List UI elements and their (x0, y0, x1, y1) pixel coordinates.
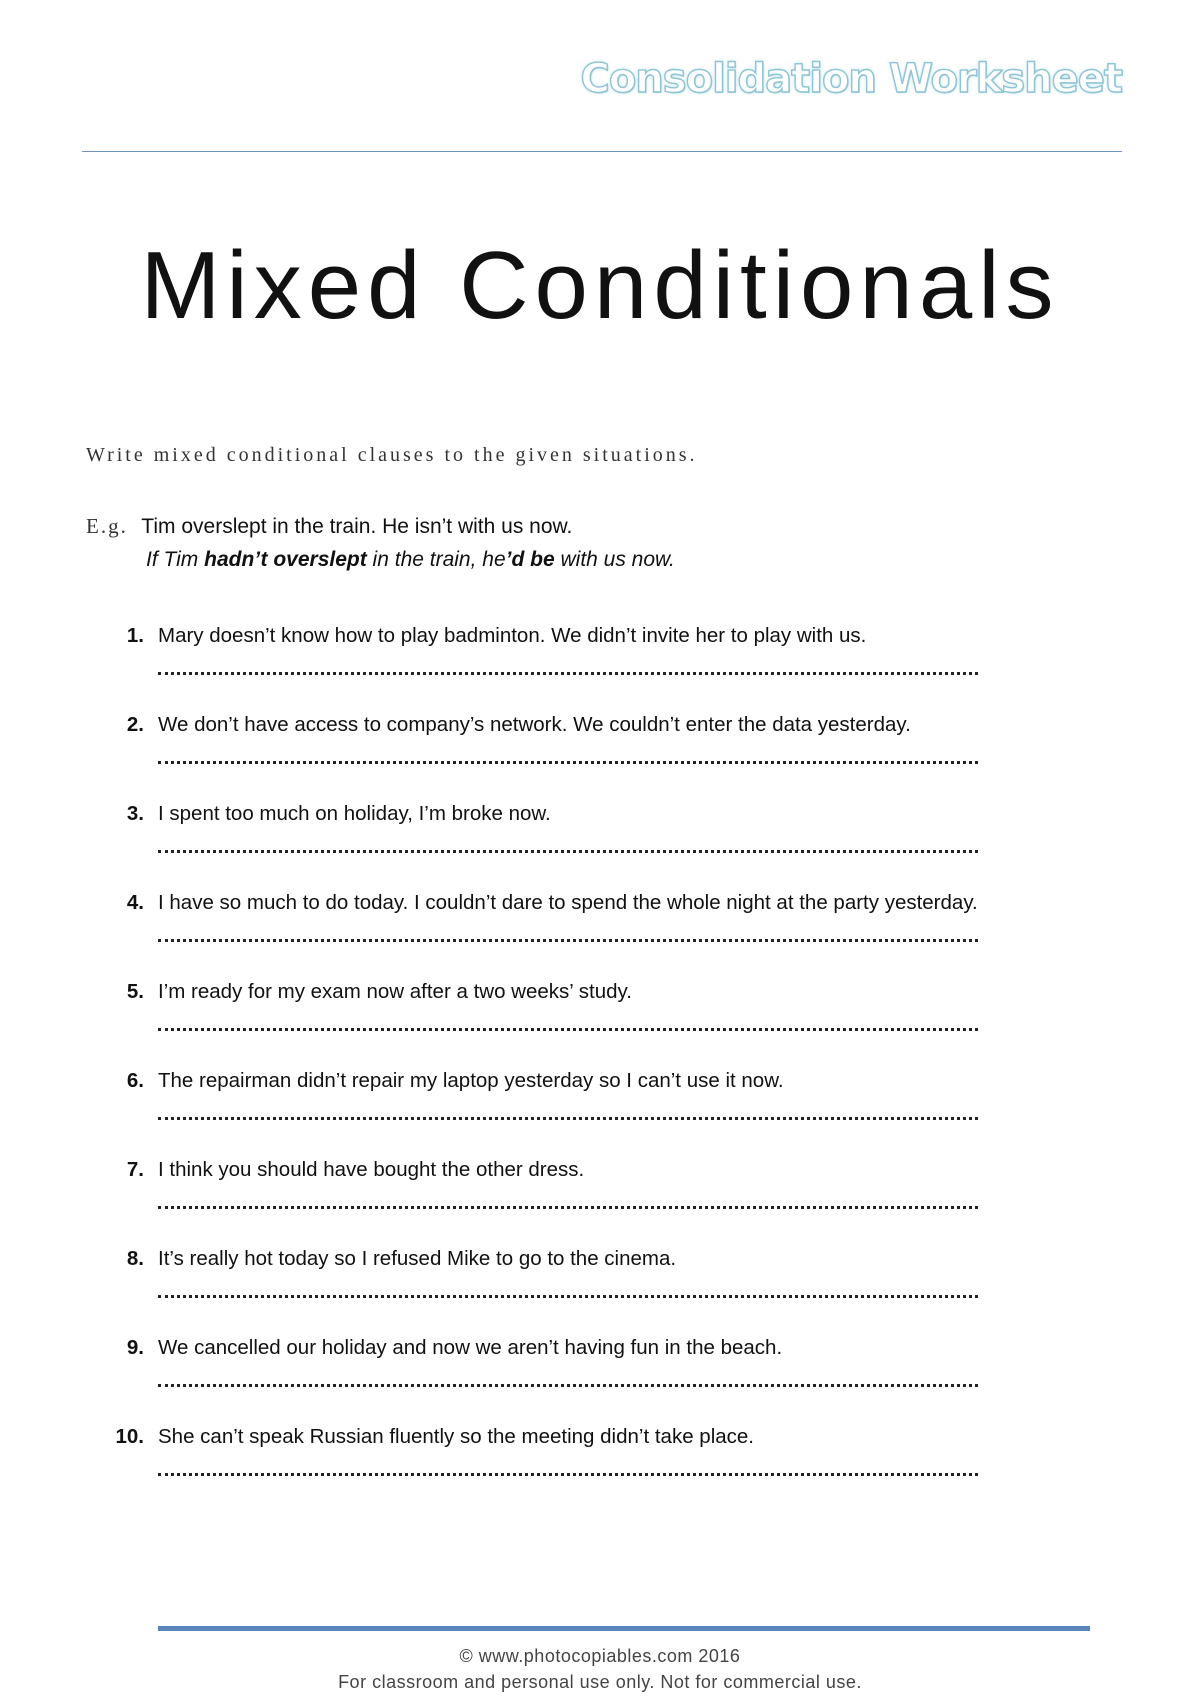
exercise-item (110, 1158, 1110, 1247)
exercise-text: Mary doesn’t know how to play badminton. We didn’t invite her to play with us. (158, 624, 867, 647)
exercise-number: 5. (126, 980, 144, 1003)
exercise-item (110, 1336, 1110, 1425)
example-label: E.g. (86, 514, 128, 538)
exercise-list (110, 624, 1110, 1514)
answer-line[interactable] (158, 1384, 978, 1387)
exercise-number: 8. (126, 1247, 144, 1270)
exercise-item (110, 1425, 1110, 1514)
exercise-text: I think you should have bought the other dress. (158, 1158, 585, 1181)
example-answer-part: in the train, he (366, 548, 506, 571)
footer-usage-note: For classroom and personal use only. Not for commercial use. (338, 1672, 862, 1692)
instructions: Write mixed conditional clauses to the given situations. (86, 444, 698, 466)
exercise-text: We cancelled our holiday and now we aren’t having fun in the beach. (158, 1336, 783, 1359)
footer-divider (158, 1626, 1090, 1631)
answer-line[interactable] (158, 1206, 978, 1209)
exercise-number: 10. (115, 1425, 144, 1448)
answer-line[interactable] (158, 850, 978, 853)
exercise-text: It’s really hot today so I refused Mike to go to the cinema. (158, 1247, 677, 1270)
exercise-item (110, 891, 1110, 980)
exercise-number: 9. (126, 1336, 144, 1359)
worksheet-logo: Consolidation Worksheet (580, 56, 1122, 102)
example-answer-part: If Tim (146, 548, 205, 571)
page-title: Mixed Conditionals (140, 232, 1060, 339)
answer-line[interactable] (158, 1117, 978, 1120)
example-situation (86, 514, 572, 539)
answer-line[interactable] (158, 1028, 978, 1031)
exercise-text: We don’t have access to company’s network. We couldn’t enter the data yesterday. (158, 713, 911, 736)
exercise-item (110, 624, 1110, 713)
answer-line[interactable] (158, 672, 978, 675)
answer-line[interactable] (158, 939, 978, 942)
exercise-number: 7. (126, 1158, 144, 1181)
exercise-item (110, 1247, 1110, 1336)
footer-copyright: © www.photocopiables.com 2016 (459, 1646, 741, 1666)
exercise-item (110, 980, 1110, 1069)
exercise-item (110, 1069, 1110, 1158)
example-answer-highlight: hadn’t overslept (204, 548, 367, 571)
exercise-text: I spent too much on holiday, I’m broke now. (158, 802, 551, 825)
exercise-item (110, 713, 1110, 802)
exercise-text: The repairman didn’t repair my laptop yesterday so I can’t use it now. (158, 1069, 784, 1092)
exercise-text: I’m ready for my exam now after a two weeks’ study. (158, 980, 632, 1003)
example-situation-text: Tim overslept in the train. He isn’t with us now. (141, 515, 573, 538)
exercise-number: 2. (126, 713, 144, 736)
example-answer-part: with us now. (554, 548, 675, 571)
exercise-number: 1. (126, 624, 144, 647)
exercise-number: 3. (126, 802, 144, 825)
exercise-text: She can’t speak Russian fluently so the meeting didn’t take place. (158, 1425, 754, 1448)
example-answer (146, 548, 675, 572)
exercise-number: 4. (126, 891, 144, 914)
exercise-text: I have so much to do today. I couldn’t dare to spend the whole night at the party yesterday. (158, 891, 978, 914)
answer-line[interactable] (158, 1295, 978, 1298)
example-answer-highlight: ’d be (505, 548, 555, 571)
header-divider (82, 151, 1122, 152)
answer-line[interactable] (158, 1473, 978, 1476)
exercise-item (110, 802, 1110, 891)
answer-line[interactable] (158, 761, 978, 764)
exercise-number: 6. (126, 1069, 144, 1092)
